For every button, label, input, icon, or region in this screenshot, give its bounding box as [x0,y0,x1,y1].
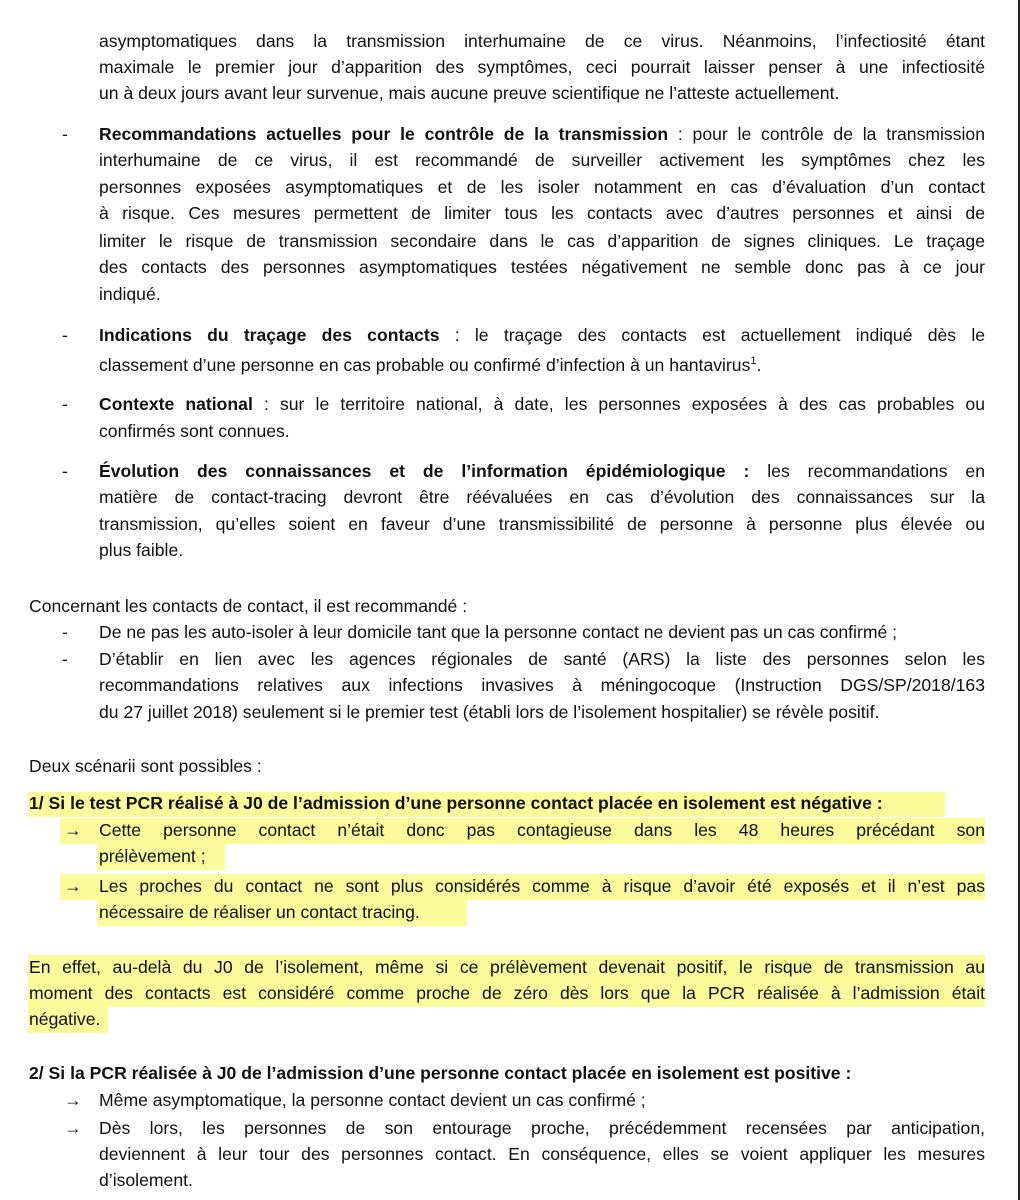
scenario-2-heading: 2/ Si la PCR réalisée à J0 de l’admission d’une personne contact placée en isolement est positive : [29,1063,852,1083]
text-line [99,348,985,378]
text-line: En effet, au-delà du J0 de l’isolement, même si ce prélèvement devenait positif, le risque de transmission au [29,957,985,977]
scenario-1-heading: 1/ Si le test PCR réalisé à J0 de l’admission d’une personne contact placée en isolement est négative : [29,793,883,813]
text-line [99,121,985,147]
text-line: du 27 juillet 2018) seulement si le premier test (établi lors de l’isolement hospitalier) se révèle positif. [99,702,880,722]
text-run: . [756,354,762,375]
arrow-icon: → [64,1118,82,1138]
text-line: recommandations relatives aux infections invasives à méningocoque (Instruction DGS/SP/2018/163 [99,675,985,695]
arrow-icon: → [64,1090,82,1110]
scenarios-intro: Deux scénarii sont possibles : [29,756,262,776]
text-line: confirmés sont connues. [99,421,290,441]
text-line: moment des contacts est considéré comme proche de zéro dès lors que la PCR réalisée à l’admission était [29,983,985,1003]
text-line: D’établir en lien avec les agences régionales de santé (ARS) la liste des personnes selon les [99,649,985,669]
bullet-marker: - [62,461,68,481]
text-line: des contacts des personnes asymptomatiques testées négativement ne semble donc pas à ce jour [99,257,985,277]
bullet-title: Contexte national [99,394,253,414]
text-line: à risque. Ces mesures permettent de limiter tous les contacts avec d’autres personnes et ainsi de [99,203,985,223]
text-line: d’isolement. [99,1170,193,1190]
text-line [99,391,985,417]
text-line: prélèvement ; [99,846,206,866]
bullet-title: Recommandations actuelles pour le contrôle de la transmission [99,124,669,144]
text-line: interhumaine de ce virus, il est recommandé de surveiller activement les symptômes chez les [99,150,985,170]
text-line: matière de contact-tracing devront être réévaluées en cas d’évolution des connaissances sur la [99,487,985,507]
text-line: indiqué. [99,284,161,304]
text-line: plus faible. [99,540,184,560]
text-run: : pour le contrôle de la transmission [668,124,985,144]
bullet-marker: - [62,124,68,144]
text-line: nécessaire de réaliser un contact tracing. [99,902,420,922]
text-run: : le traçage des contacts est actuellement indiqué dès le [439,325,986,345]
text-line: un à deux jours avant leur survenue, mais aucune preuve scientifique ne l’atteste actuellement. [99,83,840,103]
footnote-ref[interactable]: 1 [750,355,757,367]
text-line: Cette personne contact n’était donc pas contagieuse dans les 48 heures précédant son [99,820,985,840]
bullet-marker: - [62,394,68,414]
text-line: Même asymptomatique, la personne contact devient un cas confirmé ; [99,1090,646,1110]
arrow-icon: → [64,876,82,896]
text-line [99,322,985,348]
bullet-marker: - [62,622,68,642]
text-line: deviennent à leur tour des personnes contact. En conséquence, elles se voient appliquer les mesures [99,1144,985,1164]
text-line [99,458,985,484]
text-line: Dès lors, les personnes de son entourage proche, précédemment recensées par anticipation, [99,1118,985,1138]
text-line: asymptomatiques dans la transmission interhumaine de ce virus. Néanmoins, l’infectiosité étant [99,31,985,51]
text-line: maximale le premier jour d’apparition des symptômes, ceci pourrait laisser penser à une infectiosité [99,57,985,77]
text-line: négative. [29,1009,101,1029]
text-line: De ne pas les auto-isoler à leur domicile tant que la personne contact ne devient pas un cas confirmé ; [99,622,898,642]
text-line: limiter le risque de transmission secondaire dans le cas d’apparition de signes cliniques. Le traçage [99,231,985,251]
text-line: personnes exposées asymptomatiques et de les isoler notamment en cas d’évaluation d’un contact [99,177,985,197]
text-run: classement d’une personne en cas probable ou confirmé d’infection à un hantavirus [99,354,751,375]
text-run: : sur le territoire national, à date, les personnes exposées à des cas probables ou [252,394,985,414]
bullet-marker: - [62,649,68,669]
arrow-icon: → [64,820,82,840]
section-intro: Concernant les contacts de contact, il est recommandé : [29,596,468,616]
text-run: les recommandations en [749,461,985,481]
text-line: Les proches du contact ne sont plus considérés comme à risque d’avoir été exposés et il n’est pas [99,876,985,896]
text-line: transmission, qu’elles soient en faveur d’une transmissibilité de personne à personne plus élevée ou [99,514,985,534]
bullet-marker: - [62,325,68,345]
bullet-title: Évolution des connaissances et de l’information épidémiologique : [99,461,750,481]
bullet-title: Indications du traçage des contacts [99,325,440,345]
